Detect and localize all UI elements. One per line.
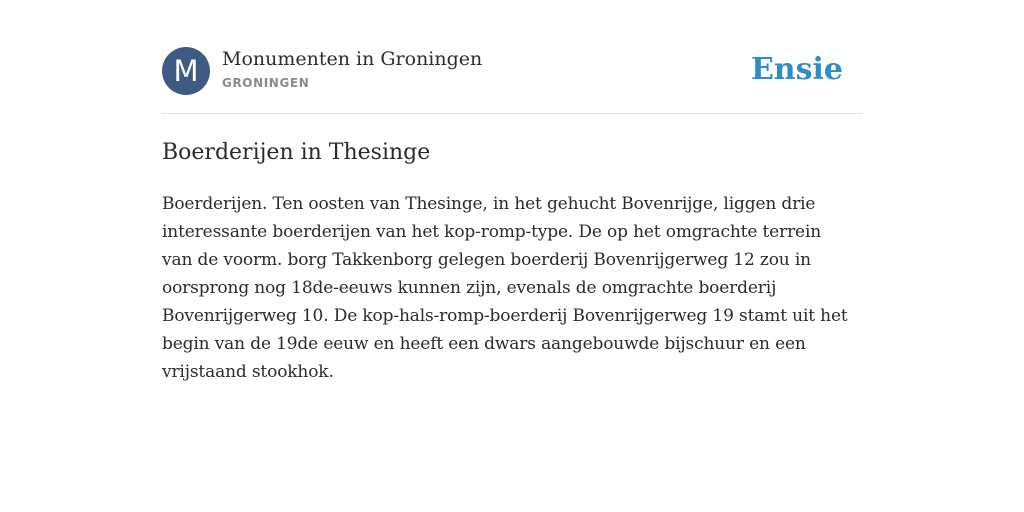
article-body-line: van de voorm. borg Takkenborg gelegen boerderij Bovenrijgerweg 12 zou in	[162, 250, 811, 270]
article-body-line: oorsprong nog 18de-eeuws kunnen zijn, evenals de omgrachte boerderij	[162, 278, 777, 298]
article-body-line: Boerderijen. Ten oosten van Thesinge, in het gehucht Bovenrijge, liggen drie	[162, 194, 816, 214]
header-divider	[162, 113, 862, 114]
collection-subtitle[interactable]: GRONINGEN	[222, 76, 310, 90]
article-title: Boerderijen in Thesinge	[162, 140, 431, 165]
article-body-line: Bovenrijgerweg 10. De kop-hals-romp-boerderij Bovenrijgerweg 19 stamt uit het	[162, 306, 848, 326]
article-body	[162, 190, 862, 386]
ensie-logo[interactable]: Ensie	[750, 52, 843, 87]
article-body-line: vrijstaand stookhok.	[162, 362, 334, 382]
article-body-line: interessante boerderijen van het kop-romp-type. De op het omgrachte terrein	[162, 222, 822, 242]
card-header	[162, 46, 862, 96]
collection-avatar[interactable]: M	[162, 47, 210, 95]
collection-title[interactable]: Monumenten in Groningen	[222, 48, 483, 70]
entry-card	[162, 0, 862, 512]
article-body-line: begin van de 19de eeuw en heeft een dwars aangebouwde bijschuur en een	[162, 334, 806, 354]
